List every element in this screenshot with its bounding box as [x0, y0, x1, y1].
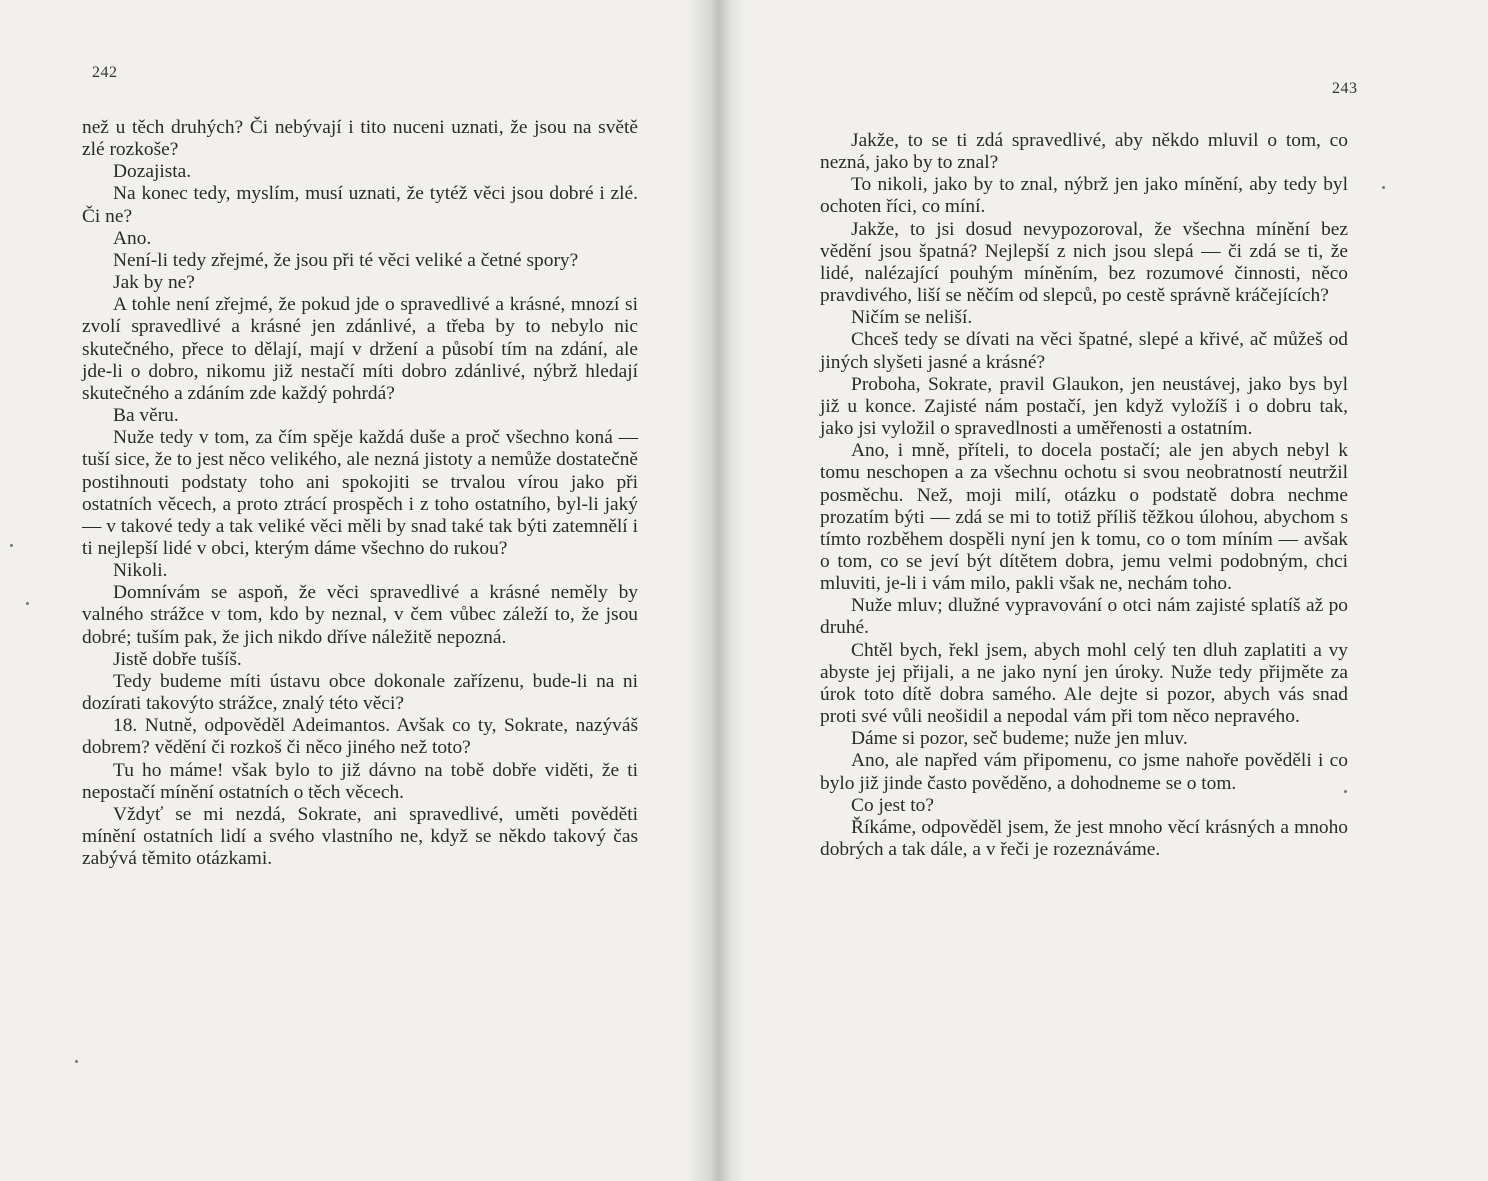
paragraph: Domnívám se aspoň, že věci spravedlivé a krásné neměly by valného strážce v tom, kdo by neznal, v čem vůbec záleží to, že jsou dobré; tuším pak, že jich nikdo dříve náležitě nepozná. [82, 582, 638, 648]
right-page-text [820, 130, 1348, 861]
paragraph: Jistě dobře tušíš. [113, 648, 242, 670]
paragraph: Vždyť se mi nezdá, Sokrate, ani spravedlivé, uměti pověděti mínění ostatních lidí a svého vlastního ne, když se někdo takový čas zabývá těmito otázkami. [82, 803, 638, 870]
paragraph: Říkáme, odpověděl jsem, že jest mnoho věcí krásných a mnoho dobrých a tak dále, a v řeči je rozeznáváme. [820, 816, 1348, 860]
paragraph: Nuže mluv; dlužné vypravování o otci nám zajisté splatíš až po druhé. [820, 595, 1348, 639]
paragraph: Ničím se neliší. [851, 307, 973, 329]
paragraph: Ba věru. [113, 405, 179, 427]
paragraph: Chtěl bych, řekl jsem, abych mohl celý ten dluh zaplatiti a vy abyste jej přijali, a ne jako nyní jen úroky. Nuže tedy přijměte za úrok toto dítě dobra samého. Ale dejte si pozor, abych vás snad proti své vůli neošidil a nepodal vám při tom něco nepravého. [820, 639, 1348, 728]
left-page-text [82, 117, 638, 870]
paragraph: Jakže, to se ti zdá spravedlivé, aby někdo mluvil o tom, co nezná, jako by to znal? [820, 130, 1348, 174]
paragraph: Ano. [113, 227, 152, 249]
paragraph: To nikoli, jako by to znal, nýbrž jen jako mínění, aby tedy byl ochoten říci, co míní. [820, 174, 1348, 218]
left-page [0, 0, 718, 1181]
paragraph: Jakže, to jsi dosud nevypozoroval, že všechna mínění bez vědění jsou špatná? Nejlepší z nich jsou slepá — či zdá se ti, že lidé, nalézající pouhým míněním, bez rozumové činnosti, něco pravdivého, liší se něčím od slepců, po cestě správně kráčejících? [820, 218, 1348, 307]
paragraph: Tedy budeme míti ústavu obce dokonale zařízenu, bude-li na ni dozírati takovýto strážce, znalý této věci? [82, 670, 638, 715]
paragraph: Není-li tedy zřejmé, že jsou při té věci veliké a četné spory? [113, 249, 579, 271]
right-page [730, 0, 1488, 1181]
paragraph: Proboha, Sokrate, pravil Glaukon, jen neustávej, jako bys byl již u konce. Zajisté nám postačí, jen když vyložíš i o dobru tak, jako jsi vyložil o spravedlnosti a uměřenosti a ostatním. [820, 373, 1348, 440]
paragraph: Tu ho máme! však bylo to již dávno na tobě dobře viděti, že ti nepostačí mínění ostatních o těch věcech. [82, 759, 638, 803]
paragraph: Ano, i mně, příteli, to docela postačí; ale jen abych nebyl k tomu neschopen a za všechnu ochotu si svou neobratností neutržil posměchu. Než, moji milí, otázku o podstatě dobra nechme prozatím býti — zdá se mi to totiž příliš těžkou úlohou, abychom s tímto rozběhem dospěli nyní jen k tomu, co o tom míním — avšak o tom, co se jeví být dítětem dobra, jemu velmi podobným, chci mluviti, je-li i vám milo, pakli však ne, nechám toho. [820, 440, 1348, 595]
paper-speck [75, 1060, 78, 1063]
paper-speck [1382, 186, 1385, 189]
paper-speck [26, 602, 29, 605]
right-page-number: 243 [1332, 80, 1358, 97]
paragraph: Dozajista. [113, 161, 192, 183]
paragraph: 18. Nutně, odpověděl Adeimantos. Avšak co ty, Sokrate, nazýváš dobrem? vědění či rozkoš či něco jiného než toto? [82, 715, 638, 759]
paragraph: Nikoli. [113, 560, 168, 582]
paragraph: Dáme si pozor, seč budeme; nuže jen mluv. [851, 728, 1188, 750]
left-page-number: 242 [92, 64, 118, 81]
paragraph: A tohle není zřejmé, že pokud jde o spravedlivé a krásné, mnozí si zvolí spravedlivé a krásné jen zdánlivé, a třeba by to nebylo nic skutečného, přece to dělají, mají v držení a působí tím na zdání, ale jde-li o dobro, nikomu již nestačí míti dobro zdánlivé, nýbrž hledají skutečného a zdáním zde každý pohrdá? [82, 294, 638, 404]
paragraph: Jak by ne? [113, 272, 195, 294]
paper-speck [10, 544, 13, 547]
paper-speck [1344, 790, 1347, 793]
paragraph: Ano, ale napřed vám připomenu, co jsme nahoře pověděli i co bylo již jinde často pověděno, a dohodneme se o tom. [820, 750, 1348, 794]
paragraph: Chceš tedy se dívati na věci špatné, slepé a křivé, ač můžeš od jiných slyšeti jasné a krásné? [820, 329, 1348, 373]
paragraph: než u těch druhých? Či nebývají i tito nuceni uznati, že jsou na světě zlé rozkoše? [82, 117, 638, 161]
paragraph: Nuže tedy v tom, za čím spěje každá duše a proč všechno koná — tuší sice, že to jest něco velikého, ale nezná jistoty a nemůže dostatečně postihnouti podstaty toho ani spokojiti se trvalou vírou jako při ostatních věcech, a proto ztrácí prospěch i z toho ostatního, byl-li jaký — v takové tedy a tak veliké věci měli by snad také tak býti zatemnělí i ti nejlepší lidé v obci, kterým dáme všechno do rukou? [82, 427, 638, 559]
paragraph: Na konec tedy, myslím, musí uznati, že tytéž věci jsou dobré i zlé. Či ne? [82, 183, 638, 227]
paragraph: Co jest to? [851, 794, 934, 816]
